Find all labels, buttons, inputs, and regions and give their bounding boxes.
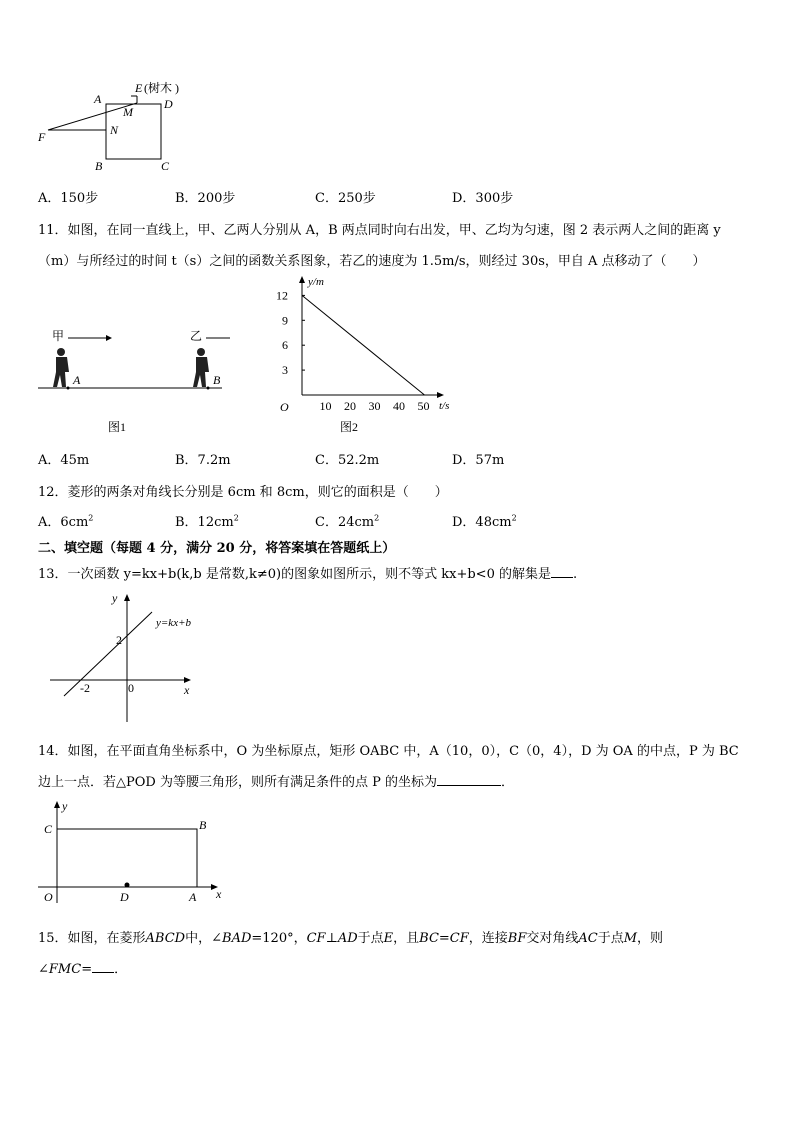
q12-option-a: A．$6cm^2$	[38, 513, 94, 530]
label-x: x	[216, 887, 222, 901]
x-tick-label: 20	[344, 399, 356, 413]
x-axis-label: t/s	[439, 400, 450, 412]
label-jia: 甲	[52, 329, 65, 343]
q12-stem: 12．菱形的两条对角线长分别是 6cm 和 8cm，则它的面积是（ ）	[38, 485, 448, 500]
y-tick-label: 3	[282, 363, 288, 378]
q10-option-c: C．250步	[315, 191, 376, 206]
label-D: D	[164, 97, 173, 111]
q15-stem-line1: 15．如图，在菱形ABCD中，∠BAD=120°，CF⊥AD于点E，且BC=CF，连接BF交对角线AC于点M，则	[38, 931, 664, 946]
origin-label: O	[280, 400, 289, 414]
q11-option-b: B．7.2m	[175, 453, 231, 468]
q15-stem-line2: ∠FMC= ．	[38, 962, 128, 977]
q12-option-d: D．$48cm^2$	[452, 513, 517, 530]
q11-figure1	[30, 320, 230, 440]
q14-stem-line2: 边上一点．若△POD 为等腰三角形，则所有满足条件的点 P 的坐标为 ．	[38, 775, 514, 790]
label-C: C	[44, 822, 53, 836]
q13-figure	[42, 588, 202, 728]
q11-option-d: D．57m	[452, 453, 505, 468]
y-axis-label: y/m	[308, 276, 324, 288]
x-tick-label: 50	[417, 399, 430, 413]
label-D: D	[120, 890, 129, 904]
q11-figure2-chart	[265, 275, 465, 440]
label-neg2: -2	[80, 681, 90, 695]
caption-fig2: 图2	[340, 420, 359, 434]
x-tick-label: 40	[393, 399, 405, 413]
label-y: y	[62, 799, 68, 813]
section-heading: 二、填空题（每题 4 分，满分 20 分，将答案填在答题纸上）	[38, 541, 396, 556]
y-axis-arrow	[299, 276, 305, 283]
label-F: F	[38, 130, 46, 144]
label-x: x	[184, 683, 190, 697]
q14-stem-line1: 14．如图，在平面直角坐标系中，O 为坐标原点，矩形 OABC 中，A（10，0），C（0，4），D 为 OA 的中点，P 为 BC	[38, 744, 739, 759]
label-A: A	[94, 92, 102, 106]
q10-option-b: B．200步	[175, 191, 236, 206]
q13-stem: 13．一次函数 y=kx+b(k,b 是常数,k≠0)的图象如图所示，则不等式 kx+b<0 的解集是 .	[38, 567, 578, 582]
q12-option-b: B．$12cm^2$	[175, 513, 239, 530]
label-O: O	[44, 890, 53, 904]
q10-option-d: D．300步	[452, 191, 514, 206]
label-0: 0	[128, 681, 134, 695]
label-tree: (树木 )	[144, 81, 179, 95]
q11-option-a: A．45m	[38, 453, 90, 468]
label-2: 2	[116, 633, 122, 647]
label-B: B	[95, 159, 103, 173]
label-E: E	[135, 81, 143, 95]
q11-option-c: C．52.2m	[315, 453, 380, 468]
walker-yi-icon	[193, 348, 209, 387]
q11-stem-line2: （m）与所经过的时间 t（s）之间的函数关系图象，若乙的速度为 1.5m/s，则经过 30s，甲自 A 点移动了（ ）	[38, 254, 706, 269]
y-tick-label: 12	[276, 288, 288, 303]
q10-figure	[30, 78, 210, 178]
label-N: N	[110, 123, 119, 137]
q10-option-a: A．150步	[38, 191, 99, 206]
label-B: B	[199, 818, 207, 832]
label-C: C	[161, 159, 170, 173]
series-line	[302, 295, 425, 395]
label-B: B	[213, 373, 221, 387]
x-axis-arrow	[437, 392, 444, 398]
walker-jia-icon	[53, 348, 69, 387]
q11-stem-line1: 11．如图，在同一直线上，甲、乙两人分别从 A，B 两点同时向右出发，甲、乙均为匀速，图 2 表示两人之间的距离 y	[38, 223, 721, 238]
label-A: A	[189, 890, 197, 904]
q12-option-c: C．$24cm^2$	[315, 513, 380, 530]
x-tick-label: 10	[319, 399, 332, 413]
label-y: y	[112, 591, 118, 605]
label-M: M	[123, 105, 133, 119]
label-line: y=kx+b	[156, 617, 191, 629]
q14-figure	[34, 797, 234, 907]
y-tick-label: 6	[282, 338, 288, 353]
label-A: A	[73, 373, 81, 387]
x-tick-label: 30	[368, 399, 381, 413]
label-yi: 乙	[190, 329, 203, 343]
y-tick-label: 9	[282, 313, 288, 328]
caption-fig1: 图1	[108, 420, 127, 434]
